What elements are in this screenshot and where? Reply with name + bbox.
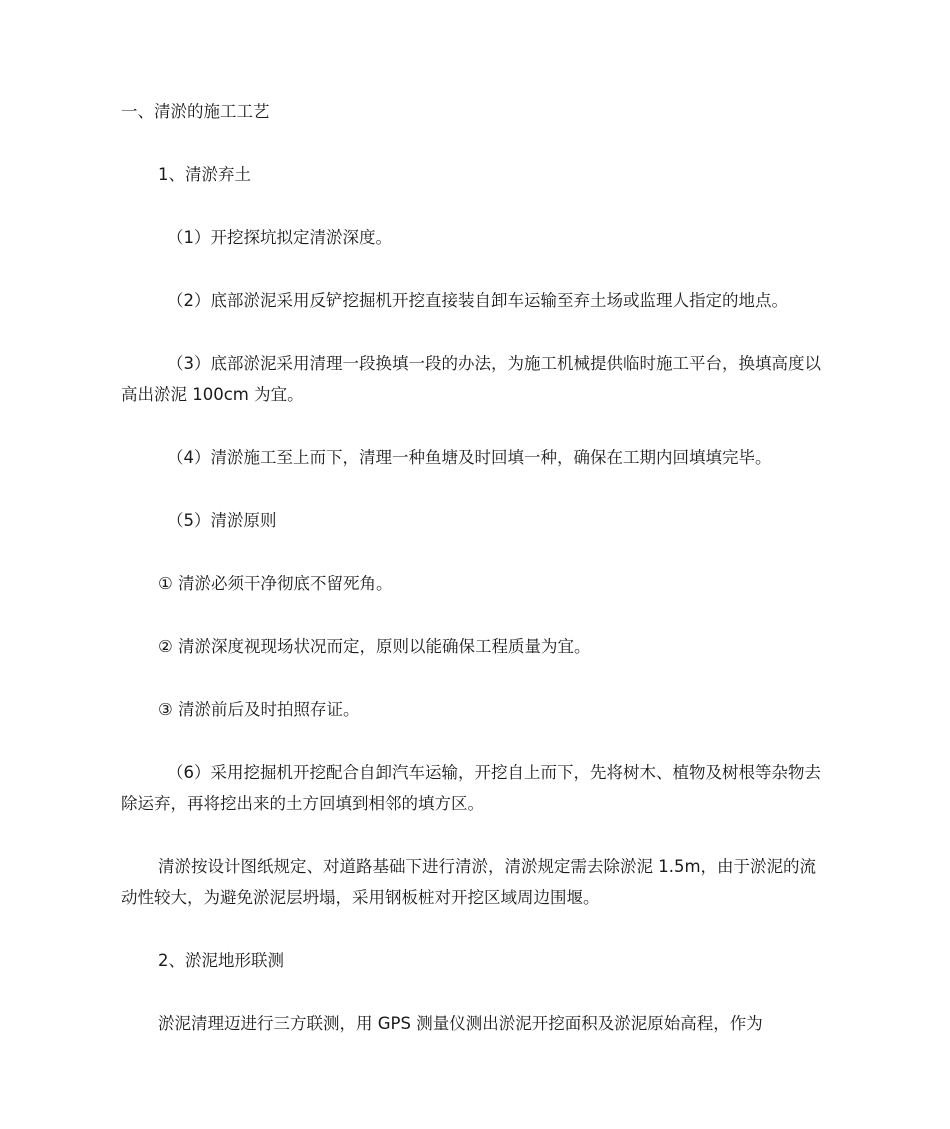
paragraph: （5）清淤原则	[167, 511, 277, 530]
list-item: ② 清淤深度视现场状况而定，原则以能确保工程质量为宜。	[158, 637, 591, 656]
paragraph: （3）底部淤泥采用清理一段换填一段的办法，为施工机械提供临时施工平台，换填高度以高出淤泥 100cm 为宜。	[121, 354, 821, 404]
subsection-heading: 2、淤泥地形联测	[158, 951, 284, 970]
paragraph: （6）采用挖掘机开挖配合自卸汽车运输，开挖自上而下，先将树木、植物及树根等杂物去除运弃，再将挖出来的土方回填到相邻的填方区。	[121, 763, 821, 813]
list-item: ① 清淤必须干净彻底不留死角。	[158, 574, 393, 593]
section-heading: 一、清淤的施工工艺	[121, 102, 270, 121]
paragraph: 淤泥清理迈进行三方联测，用 GPS 测量仪测出淤泥开挖面积及淤泥原始高程，作为	[158, 1014, 763, 1033]
paragraph: （2）底部淤泥采用反铲挖掘机开挖直接装自卸车运输至弃土场或监理人指定的地点。	[167, 291, 788, 310]
list-item: ③ 清淤前后及时拍照存证。	[158, 700, 360, 719]
paragraph: （4）清淤施工至上而下，清理一种鱼塘及时回填一种，确保在工期内回填填完毕。	[167, 448, 772, 467]
subsection-heading: 1、清淤弃土	[158, 165, 251, 184]
paragraph: 清淤按设计图纸规定、对道路基础下进行清淤，清淤规定需去除淤泥 1.5m，由于淤泥的流动性较大，为避免淤泥层坍塌，采用钢板桩对开挖区域周边围堰。	[121, 857, 817, 907]
document-body	[121, 96, 829, 1039]
paragraph: （1）开挖探坑拟定清淤深度。	[167, 228, 392, 247]
